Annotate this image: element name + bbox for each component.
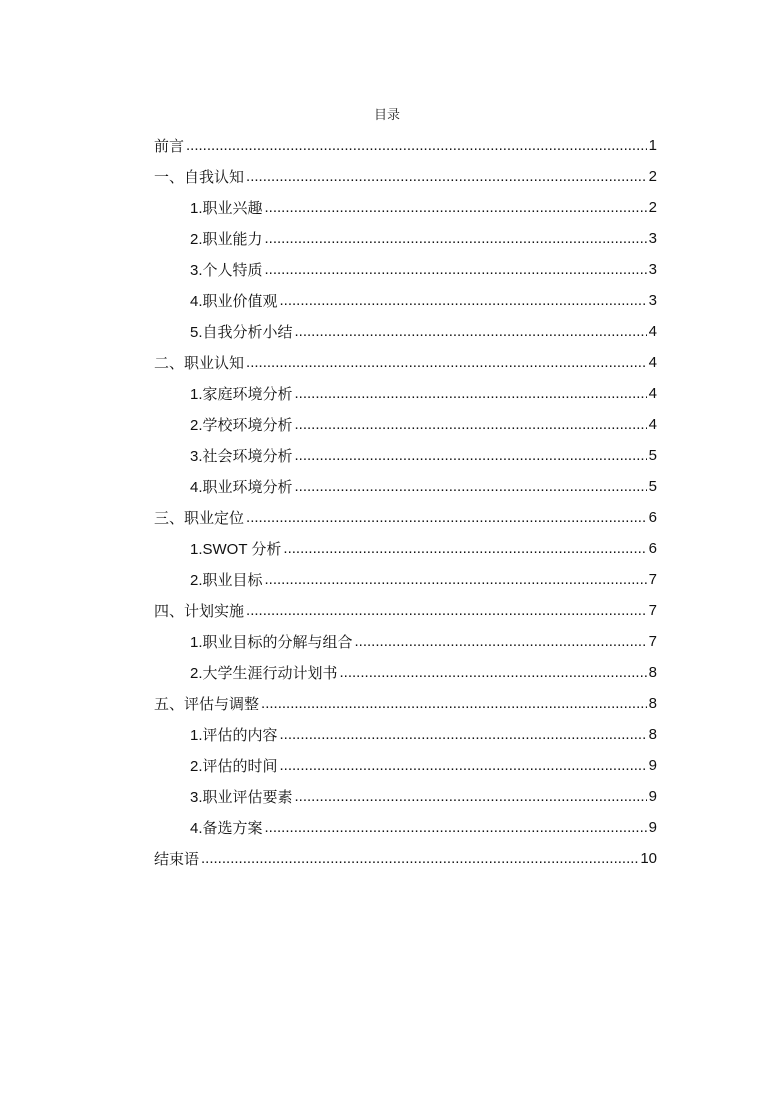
toc-entry[interactable] [154, 285, 657, 316]
toc-entry-title: 前言 [154, 138, 185, 155]
toc-entry-page-number: 4 [648, 354, 657, 371]
toc-entry-page-number: 2 [648, 168, 657, 185]
toc-leader-dots [261, 695, 647, 712]
toc-entry-page-number: 4 [648, 323, 657, 340]
toc-leader-dots [295, 385, 647, 402]
toc-leader-dots [186, 137, 647, 154]
toc-entry[interactable] [154, 347, 657, 378]
toc-entry-page-number: 1 [648, 137, 657, 154]
toc-title: 目录 [373, 108, 400, 123]
toc-entry-number: 四、 [154, 603, 185, 620]
toc-entry-number: 五、 [154, 696, 185, 713]
toc-entry-page-number: 8 [648, 726, 657, 743]
toc-entry-page-number: 4 [648, 416, 657, 433]
toc-entry-number: 一、 [154, 169, 185, 186]
toc-entry-page-number: 6 [648, 509, 657, 526]
toc-entry[interactable] [154, 471, 657, 502]
toc-entry-title: 1.职业目标的分解与组合 [190, 634, 353, 651]
toc-entry-title: 1.SWOT 分析 [190, 541, 282, 558]
toc-leader-dots [246, 168, 647, 185]
toc-entry-number: 三、 [154, 510, 185, 527]
toc-entry[interactable] [154, 533, 657, 564]
toc-entry[interactable] [154, 161, 657, 192]
toc-entry[interactable] [154, 657, 657, 688]
toc-entry-page-number: 5 [648, 478, 657, 495]
toc-entry-page-number: 5 [648, 447, 657, 464]
toc-entry-title: 2.评估的时间 [190, 758, 278, 775]
toc-entry[interactable] [154, 595, 657, 626]
toc-leader-dots [295, 447, 647, 464]
toc-entry-title: 职业定位 [184, 510, 245, 527]
toc-leader-dots [265, 199, 647, 216]
toc-leader-dots [340, 664, 647, 681]
toc-entry-page-number: 7 [648, 633, 657, 650]
toc-entry-title: 职业认知 [184, 355, 245, 372]
toc-entry[interactable] [154, 564, 657, 595]
toc-entry-page-number: 9 [648, 788, 657, 805]
toc-entry-title: 4.职业环境分析 [190, 479, 293, 496]
toc-entry-number: 二、 [154, 355, 185, 372]
toc-entry[interactable] [154, 409, 657, 440]
toc-entry-title: 1.家庭环境分析 [190, 386, 293, 403]
toc-entry-page-number: 9 [648, 819, 657, 836]
toc-entry-page-number: 3 [648, 230, 657, 247]
toc-leader-dots [246, 354, 647, 371]
toc-leader-dots [201, 850, 638, 867]
toc-entry-title: 1.评估的内容 [190, 727, 278, 744]
toc-entry[interactable] [154, 192, 657, 223]
toc-entry-title: 2.学校环境分析 [190, 417, 293, 434]
toc-entry-page-number: 8 [648, 695, 657, 712]
toc-leader-dots [295, 788, 647, 805]
toc-entry[interactable] [154, 316, 657, 347]
toc-entry-title: 结束语 [154, 851, 200, 868]
toc-entry[interactable] [154, 719, 657, 750]
toc-entry[interactable] [154, 440, 657, 471]
toc-entry[interactable] [154, 781, 657, 812]
toc-entry-title: 3.社会环境分析 [190, 448, 293, 465]
toc-leader-dots [280, 757, 647, 774]
toc-entry-page-number: 7 [648, 571, 657, 588]
toc-entry-page-number: 10 [640, 850, 657, 867]
toc-entry-title: 2.大学生涯行动计划书 [190, 665, 338, 682]
toc-entry[interactable] [154, 378, 657, 409]
toc-entry[interactable] [154, 750, 657, 781]
toc-entry-page-number: 4 [648, 385, 657, 402]
toc-leader-dots [355, 633, 647, 650]
toc-leader-dots [295, 323, 647, 340]
toc-entry[interactable] [154, 502, 657, 533]
toc-entry-title: 2.职业目标 [190, 572, 263, 589]
toc-leader-dots [265, 261, 647, 278]
toc-leader-dots [246, 602, 647, 619]
toc-entry-title: 4.备选方案 [190, 820, 263, 837]
toc-entry-page-number: 2 [648, 199, 657, 216]
toc-entry[interactable] [154, 688, 657, 719]
table-of-contents [154, 130, 657, 874]
toc-entry-title: 3.个人特质 [190, 262, 263, 279]
toc-leader-dots [280, 726, 647, 743]
toc-entry-page-number: 3 [648, 292, 657, 309]
toc-entry-page-number: 6 [648, 540, 657, 557]
toc-entry[interactable] [154, 812, 657, 843]
toc-leader-dots [246, 509, 647, 526]
toc-leader-dots [265, 819, 647, 836]
toc-entry-title: 3.职业评估要素 [190, 789, 293, 806]
toc-entry-title: 1.职业兴趣 [190, 200, 263, 217]
toc-entry[interactable] [154, 223, 657, 254]
toc-entry[interactable] [154, 254, 657, 285]
toc-entry-title: 5.自我分析小结 [190, 324, 293, 341]
toc-entry-page-number: 3 [648, 261, 657, 278]
toc-leader-dots [283, 540, 646, 557]
toc-entry-page-number: 7 [648, 602, 657, 619]
toc-leader-dots [280, 292, 647, 309]
toc-leader-dots [265, 230, 647, 247]
toc-entry[interactable] [154, 626, 657, 657]
toc-entry-title: 评估与调整 [184, 696, 260, 713]
toc-leader-dots [295, 416, 647, 433]
toc-entry-title: 2.职业能力 [190, 231, 263, 248]
toc-entry-title: 自我认知 [184, 169, 245, 186]
toc-entry-title: 计划实施 [184, 603, 245, 620]
toc-leader-dots [265, 571, 647, 588]
toc-entry-title: 4.职业价值观 [190, 293, 278, 310]
toc-entry-page-number: 9 [648, 757, 657, 774]
toc-entry-page-number: 8 [648, 664, 657, 681]
toc-entry[interactable] [154, 843, 657, 874]
toc-entry[interactable] [154, 130, 657, 161]
toc-leader-dots [295, 478, 647, 495]
